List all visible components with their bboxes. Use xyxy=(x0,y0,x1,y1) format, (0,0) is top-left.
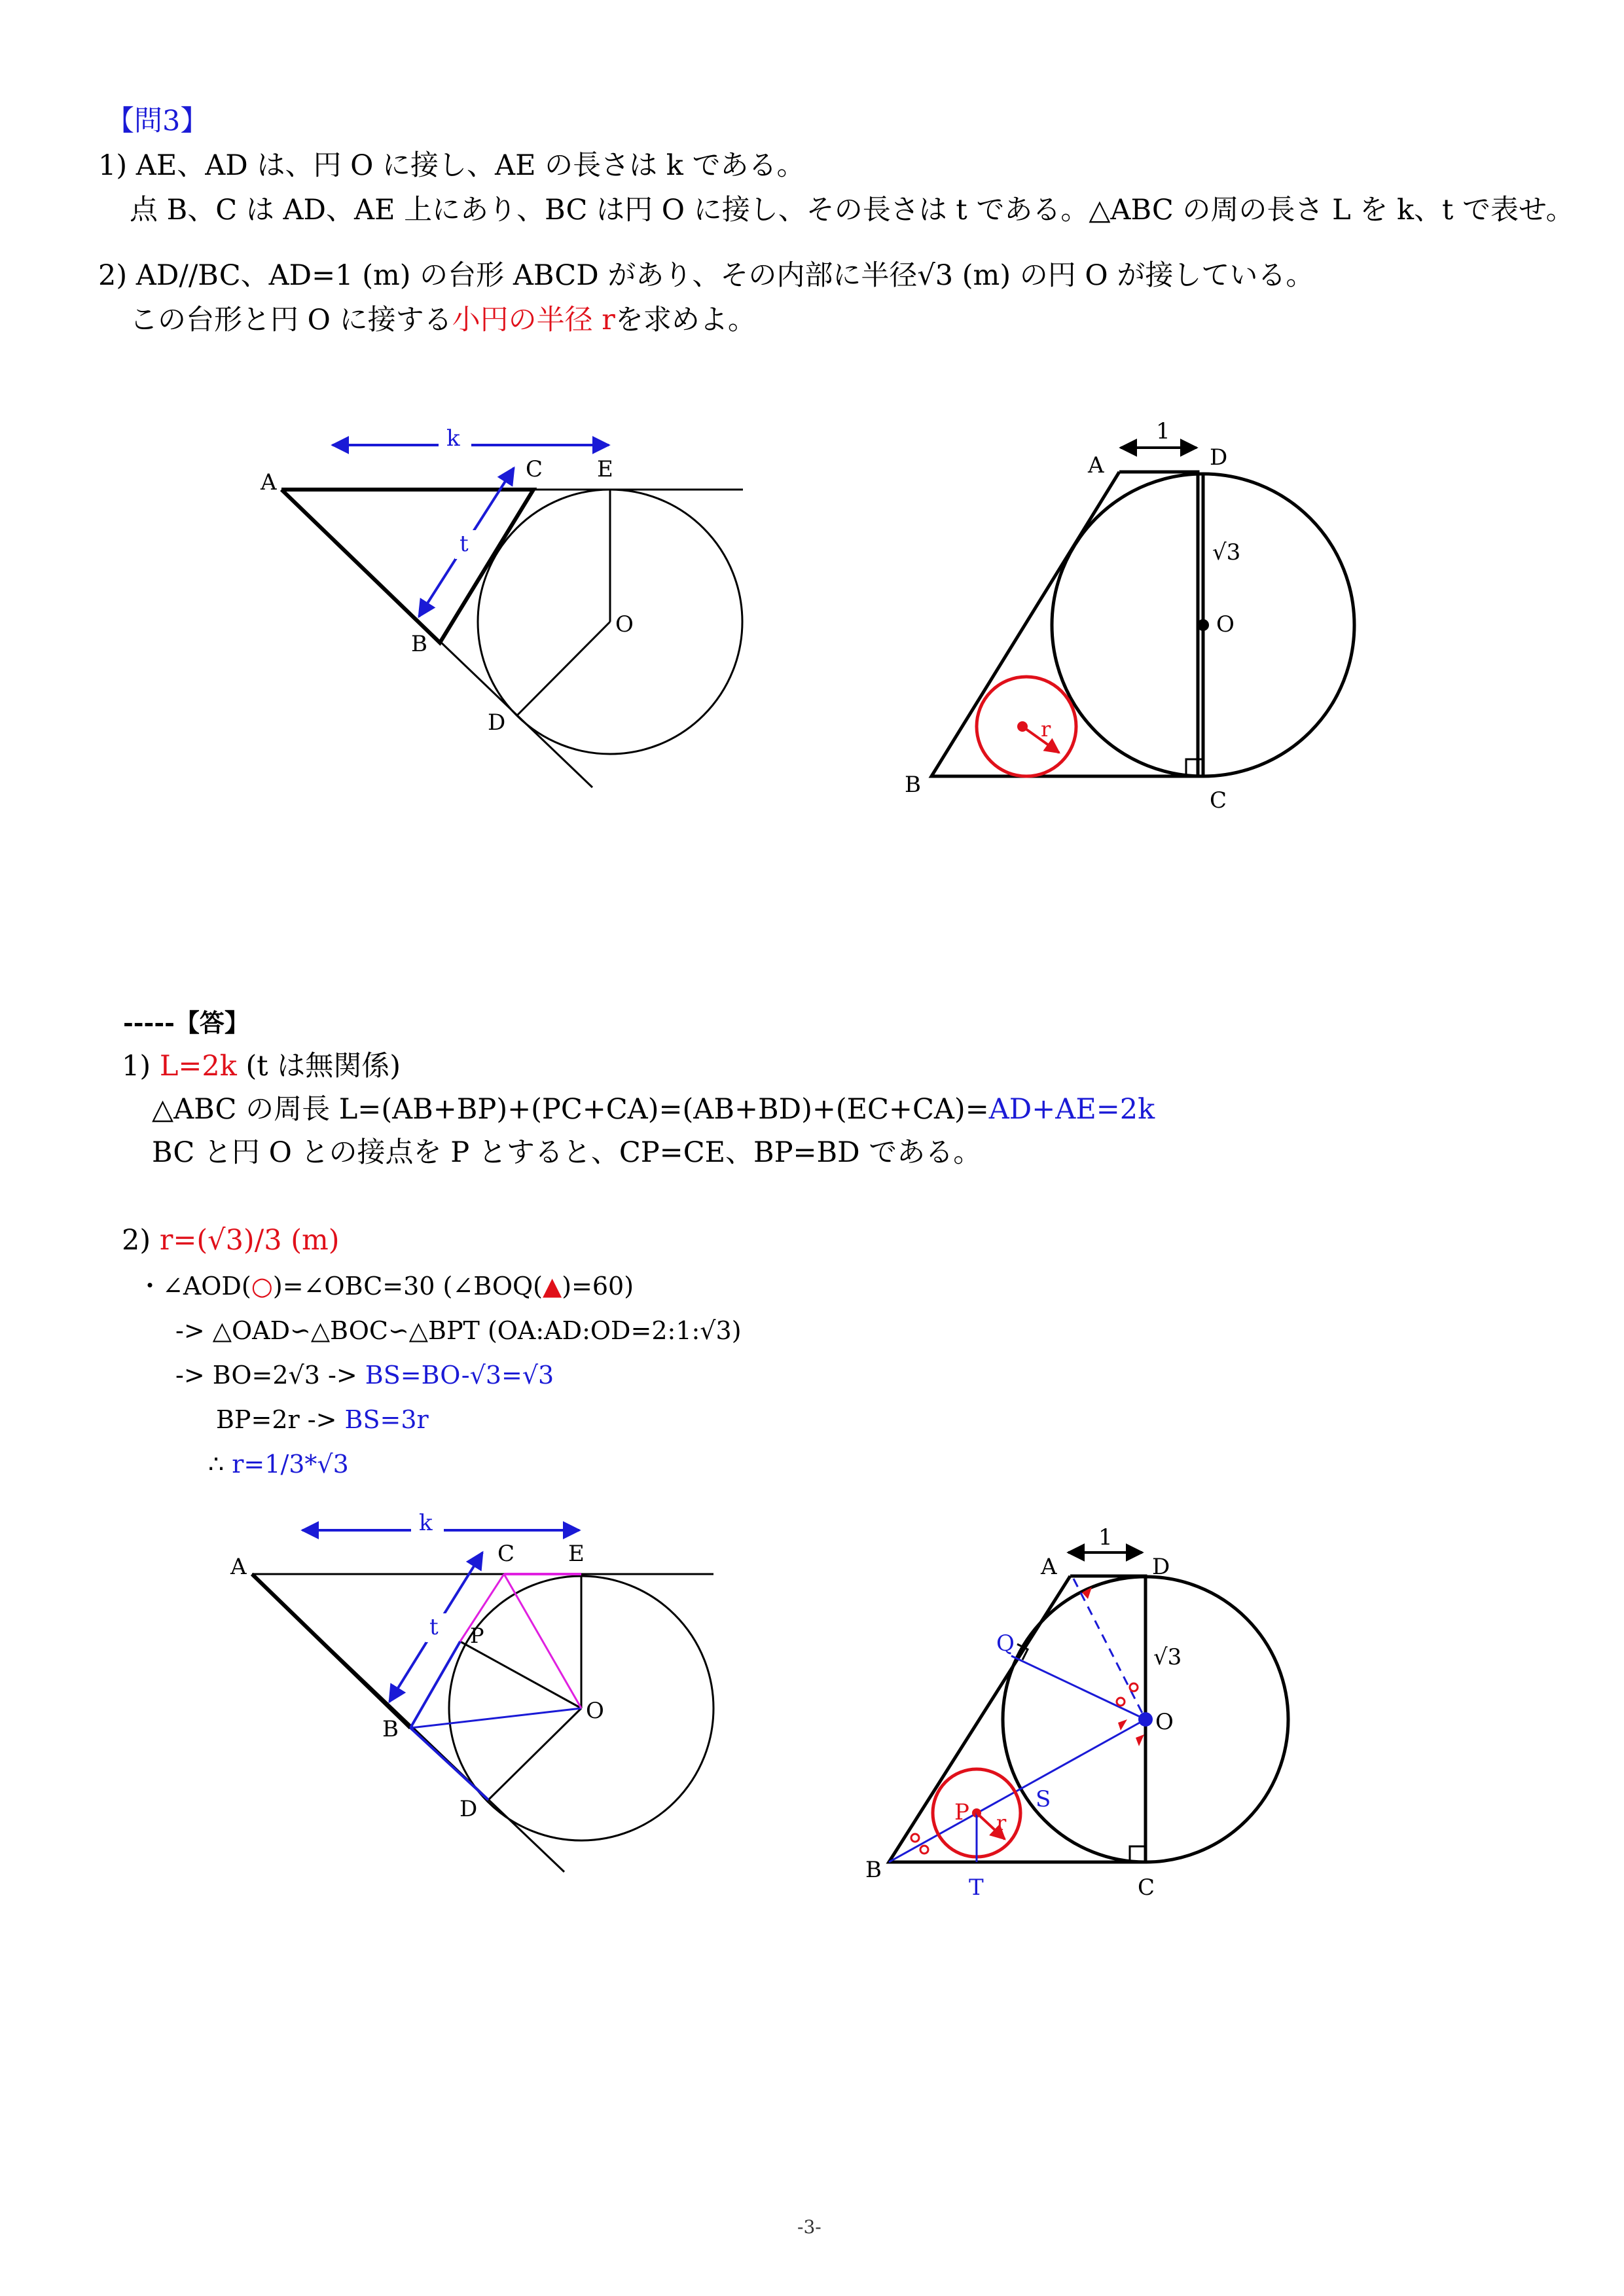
fig1 xyxy=(260,425,743,787)
q2-line2-red: 小円の半径 r xyxy=(452,304,615,336)
segment-bo xyxy=(410,1708,581,1728)
label-sqrt3: √3 xyxy=(1212,539,1241,565)
segment-bo xyxy=(889,1719,1146,1862)
tri-mark-o2 xyxy=(1136,1734,1144,1746)
answer-header: -----【答】 xyxy=(123,1008,249,1037)
right-angle-mark xyxy=(1186,759,1203,776)
a1-note: (t は無関係) xyxy=(245,1050,401,1083)
a2-l1-mid: )=∠OBC=30 (∠BOQ( xyxy=(272,1272,543,1300)
a2-line2: -> △OAD∽△BOC∽△BPT (OA:AD:OD=2:1:√3) xyxy=(175,1316,742,1345)
label-o: O xyxy=(615,611,634,637)
a2-l1-tri: ▲ xyxy=(542,1272,562,1300)
label-c: C xyxy=(1138,1874,1155,1901)
q2-line2-post: を求めよ。 xyxy=(615,304,756,336)
a2-line0 xyxy=(122,1224,340,1257)
label-o: O xyxy=(586,1698,604,1724)
label-d: D xyxy=(488,709,506,736)
a2-l5-pre: ∴ xyxy=(208,1450,232,1479)
a2-l3-pre: -> BO=2√3 -> xyxy=(175,1361,365,1390)
a2-l4-blue: BS=3r xyxy=(344,1405,429,1434)
label-d: D xyxy=(460,1796,478,1822)
fig4 xyxy=(865,1524,1288,1901)
circle-mark-b1 xyxy=(911,1834,919,1842)
label-a: A xyxy=(230,1554,247,1580)
circle-mark-o1 xyxy=(1130,1683,1138,1691)
a2-line3 xyxy=(175,1360,554,1390)
label-one: 1 xyxy=(1156,418,1170,444)
label-q: Q xyxy=(996,1630,1015,1657)
radius-od xyxy=(517,622,610,715)
center-o xyxy=(1138,1712,1153,1727)
center-o xyxy=(1197,619,1209,631)
label-a: A xyxy=(1041,1554,1057,1580)
trapezoid-abcd xyxy=(889,1576,1146,1862)
a2-l1-pre: ・∠AOD( xyxy=(137,1272,251,1300)
label-e: E xyxy=(597,456,613,482)
label-a: A xyxy=(261,469,277,495)
right-angle-mark xyxy=(1130,1846,1146,1862)
label-d: D xyxy=(1210,444,1228,471)
a2-l1-post: )=60) xyxy=(562,1272,634,1300)
label-one: 1 xyxy=(1098,1524,1113,1551)
fig3 xyxy=(230,1510,713,1872)
a2-line5 xyxy=(208,1449,349,1479)
problem-heading: 【問3】 xyxy=(106,105,209,137)
a2-l3-blue: BS=BO-√3=√3 xyxy=(365,1361,554,1390)
segment-co xyxy=(504,1574,581,1708)
label-r: r xyxy=(1041,717,1051,742)
a2-line1 xyxy=(137,1271,634,1301)
a1-line2-text: △ABC の周長 L=(AB+BP)+(PC+CA)=(AB+BD)+(EC+CA)= xyxy=(152,1093,989,1126)
label-c: C xyxy=(1210,787,1227,814)
label-p: P xyxy=(954,1799,969,1825)
a2-answer: r=(√3)/3 (m) xyxy=(159,1224,340,1257)
label-t: t xyxy=(429,1614,439,1640)
segment-qo xyxy=(1011,1656,1146,1719)
q1-line2: 点 B、C は AD、AE 上にあり、BC は円 O に接し、その長さは t である。△ABC の周の長さ L を k、t で表せ。 xyxy=(130,194,1574,226)
a2-num: 2) xyxy=(122,1224,151,1257)
fig2 xyxy=(905,418,1354,814)
circle-mark-o2 xyxy=(1117,1698,1125,1706)
label-sqrt3: √3 xyxy=(1153,1644,1182,1670)
a2-l1-circle: ○ xyxy=(251,1272,273,1300)
label-c: C xyxy=(526,456,543,482)
q1-line1: 1) AE、AD は、円 O に接し、AE の長さは k である。 xyxy=(98,149,805,182)
label-b: B xyxy=(905,772,921,798)
a1-num: 1) xyxy=(122,1050,151,1083)
segment-bd xyxy=(410,1728,488,1800)
label-b: B xyxy=(865,1857,882,1883)
label-o: O xyxy=(1155,1709,1174,1735)
page-number: -3- xyxy=(797,2216,821,2238)
a1-line3: BC と円 O との接点を P とすると、CP=CE、BP=BD である。 xyxy=(152,1136,982,1169)
label-k: k xyxy=(419,1510,433,1536)
label-r: r xyxy=(996,1810,1007,1835)
label-b: B xyxy=(382,1716,399,1742)
label-t: T xyxy=(969,1874,984,1901)
a1-line2 xyxy=(152,1093,1155,1126)
a2-l5-blue: r=1/3*√3 xyxy=(232,1450,349,1479)
a1-line1 xyxy=(122,1050,401,1083)
label-b: B xyxy=(411,631,427,657)
circle-mark-b2 xyxy=(920,1846,928,1854)
a1-answer: L=2k xyxy=(159,1050,237,1083)
label-a: A xyxy=(1088,452,1104,478)
label-c: C xyxy=(497,1541,515,1567)
a2-line4 xyxy=(216,1405,429,1435)
label-p: P xyxy=(470,1623,484,1648)
radius-od xyxy=(488,1708,581,1800)
label-d: D xyxy=(1152,1554,1170,1580)
segment-ao xyxy=(1074,1579,1146,1719)
label-k: k xyxy=(446,425,460,452)
triangle-abc xyxy=(281,490,533,643)
a1-line2-blue: AD+AE=2k xyxy=(988,1093,1155,1126)
q2-line1: 2) AD//BC、AD=1 (m) の台形 ABCD があり、その内部に半径√3 (m) の円 O が接している。 xyxy=(98,259,1314,292)
segment-ab xyxy=(252,1574,410,1728)
a2-l4-pre: BP=2r -> xyxy=(216,1405,345,1434)
label-e: E xyxy=(568,1541,585,1567)
tri-mark-o1 xyxy=(1118,1719,1127,1731)
label-o: O xyxy=(1216,611,1235,637)
label-t: t xyxy=(460,531,469,557)
trapezoid-abcd xyxy=(931,472,1198,776)
label-s: S xyxy=(1036,1786,1051,1812)
q2-line2-text: この台形と円 O に接する xyxy=(130,304,452,336)
